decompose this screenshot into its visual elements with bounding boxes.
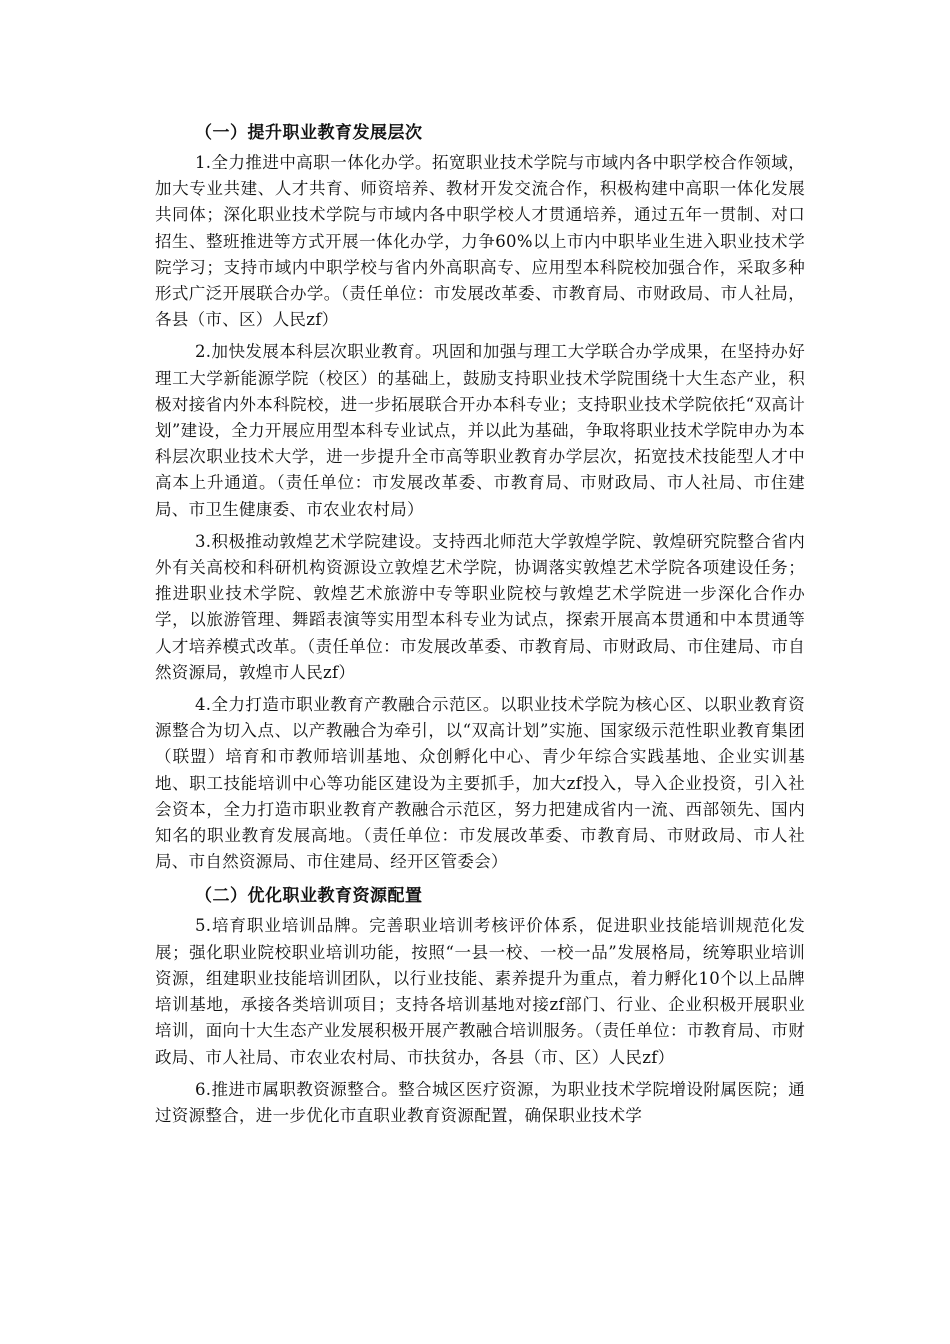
document-body [155,118,805,1135]
paragraph-3: 3.积极推动敦煌艺术学院建设。支持西北师范大学敦煌学院、敦煌研究院整合省内外有关高校和科研机构资源设立敦煌艺术学院，协调落实敦煌艺术学院各项建设任务；推进职业技术学院、敦煌艺术旅游中专等职业院校与敦煌艺术学院进一步深化合作办学，以旅游管理、舞蹈表演等实用型本科专业为试点，探索开展高本贯通和中本贯通等人才培养模式改革。（责任单位：市发展改革委、市教育局、市财政局、市住建局、市自然资源局，敦煌市人民zf） [155,531,805,682]
paragraph-1: 1.全力推进中高职一体化办学。拓宽职业技术学院与市域内各中职学校合作领域，加大专业共建、人才共育、师资培养、教材开发交流合作，积极构建中高职一体化发展共同体；深化职业技术学院与市域内各中职学校人才贯通培养，通过五年一贯制、对口招生、整班推进等方式开展一体化办学，力争60%以上市内中职毕业生进入职业技术学院学习；支持市域内中职学校与省内外高职高专、应用型本科院校加强合作，采取多种形式广泛开展联合办学。（责任单位：市发展改革委、市教育局、市财政局、市人社局，各县（市、区）人民zf） [155,153,805,330]
paragraph-2: 2.加快发展本科层次职业教育。巩固和加强与理工大学联合办学成果，在坚持办好理工大学新能源学院（校区）的基础上，鼓励支持职业技术学院围绕十大生态产业，积极对接省内外本科院校，进一步拓展联合开办本科专业；支持职业技术学院依托“双高计划”建设，全力开展应用型本科专业试点，并以此为基础，争取将职业技术学院申办为本科层次职业技术大学，进一步提升全市高等职业教育办学层次，拓宽技术技能型人才中高本上升通道。（责任单位：市发展改革委、市教育局、市财政局、市人社局、市住建局、市卫生健康委、市农业农村局） [155,342,805,519]
paragraph-6: 6.推进市属职教资源整合。整合城区医疗资源，为职业技术学院增设附属医院；通过资源整合，进一步优化市直职业教育资源配置，确保职业技术学 [155,1079,805,1125]
paragraph-4: 4.全力打造市职业教育产教融合示范区。以职业技术学院为核心区、以职业教育资源整合为切入点、以产教融合为牵引，以“双高计划”实施、国家级示范性职业教育集团（联盟）培育和市教师培训基地、众创孵化中心、青少年综合实践基地、企业实训基地、职工技能培训中心等功能区建设为主要抓手，加大zf投入，导入企业投资，引入社会资本，全力打造市职业教育产教融合示范区，努力把建成省内一流、西部领先、国内知名的职业教育发展高地。（责任单位：市发展改革委、市教育局、市财政局、市人社局、市自然资源局、市住建局、经开区管委会） [155,695,805,872]
section-heading-1: （一）提升职业教育发展层次 [195,123,423,143]
paragraph-5: 5.培育职业培训品牌。完善职业培训考核评价体系，促进职业技能培训规范化发展；强化职业院校职业培训功能，按照“一县一校、一校一品”发展格局，统筹职业培训资源，组建职业技能培训团队，以行业技能、素养提升为重点，着力孵化10个以上品牌培训基地，承接各类培训项目；支持各培训基地对接zf部门、行业、企业积极开展职业培训，面向十大生态产业发展积极开展产教融合培训服务。（责任单位：市教育局、市财政局、市人社局、市农业农村局、市扶贫办，各县（市、区）人民zf） [155,916,805,1067]
section-heading-2: （二）优化职业教育资源配置 [195,886,423,907]
